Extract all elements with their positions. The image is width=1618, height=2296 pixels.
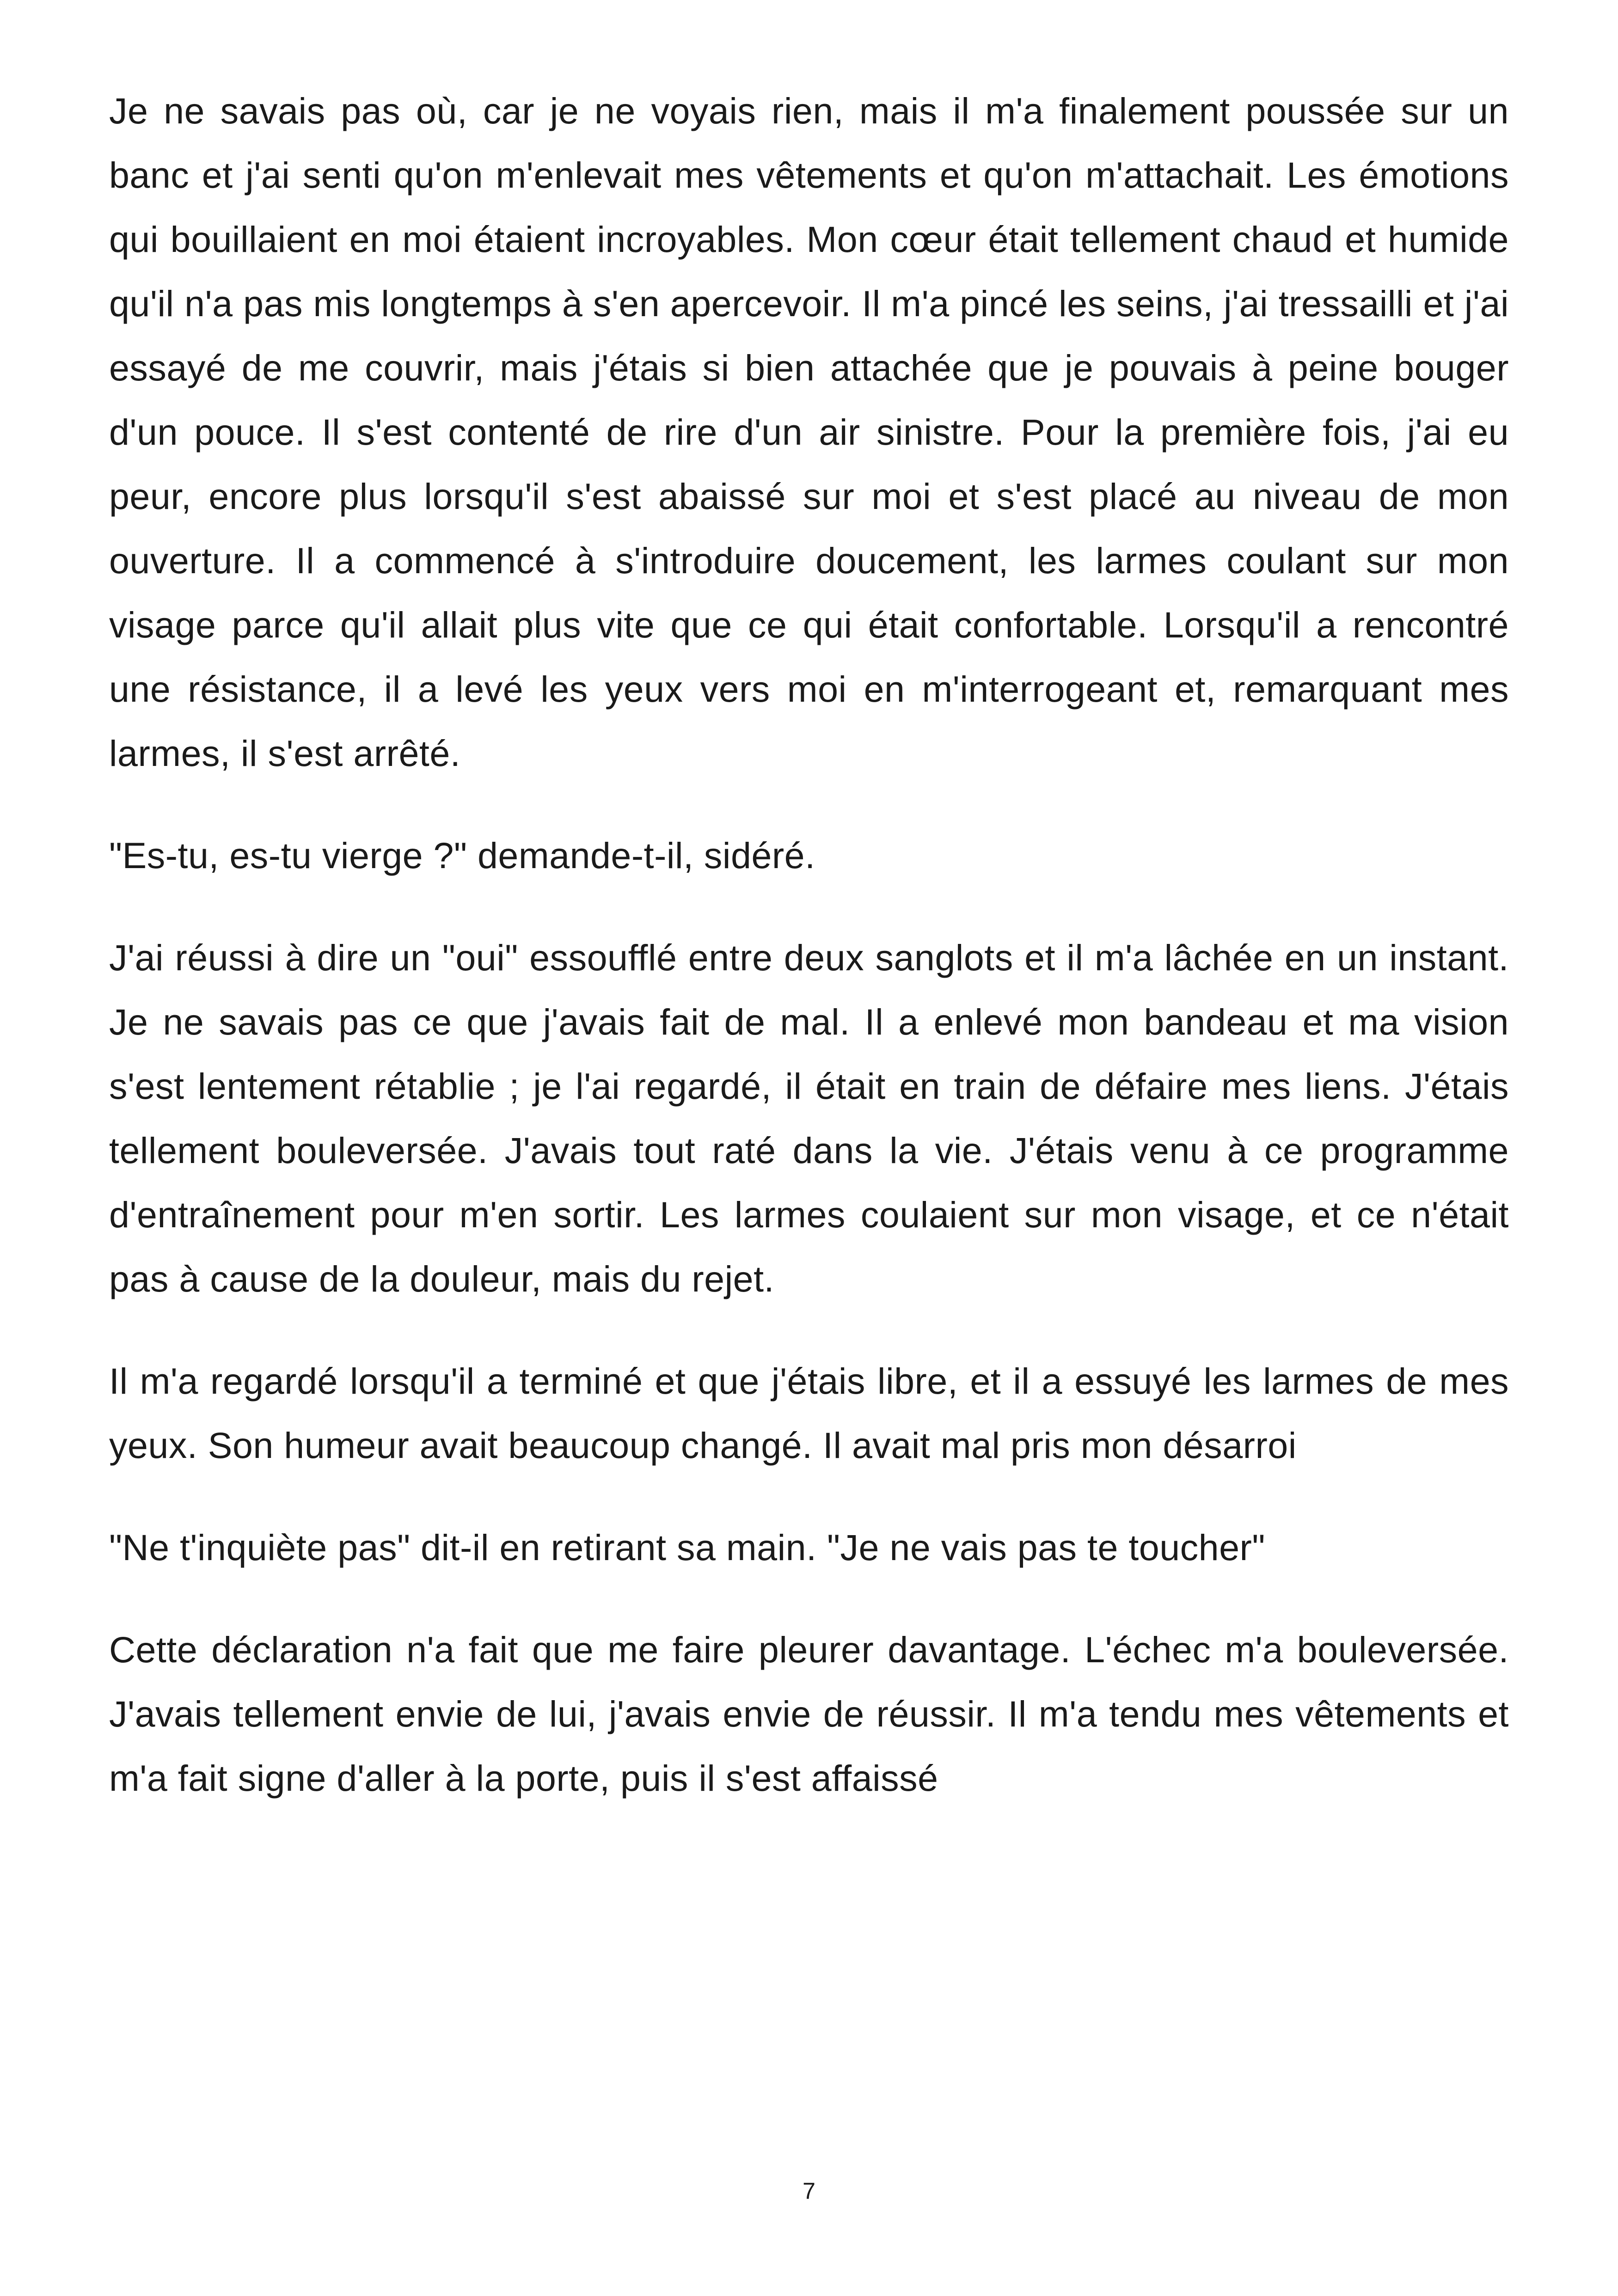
paragraph-6: Cette déclaration n'a fait que me faire pleurer davantage. L'échec m'a bouleversée. J'avais tellement envie de lui, j'avais envie de réussir. Il m'a tendu mes vêtements et m'a fait signe d'aller à la porte, puis il s'est affaissé (109, 1629, 1509, 1799)
paragraph-4: Il m'a regardé lorsqu'il a terminé et que j'étais libre, et il a essuyé les larmes de mes yeux. Son humeur avait beaucoup changé. Il avait mal pris mon désarroi (109, 1360, 1509, 1466)
page-body (109, 79, 1509, 1848)
paragraph-1: Je ne savais pas où, car je ne voyais rien, mais il m'a finalement poussée sur un banc et j'ai senti qu'on m'enlevait mes vêtements et qu'on m'attachait. Les émotions qui bouillaient en moi étaient incroyables. Mon cœur était tellement chaud et humide qu'il n'a pas mis longtemps à s'en apercevoir. Il m'a pincé les seins, j'ai tressailli et j'ai essayé de me couvrir, mais j'étais si bien attachée que je pouvais à peine bouger d'un pouce. Il s'est contenté de rire d'un air sinistre. Pour la première fois, j'ai eu peur, encore plus lorsqu'il s'est abaissé sur moi et s'est placé au niveau de mon ouverture. Il a commencé à s'introduire doucement, les larmes coulant sur mon visage parce qu'il allait plus vite que ce qui était confortable. Lorsqu'il a rencontré une résistance, il a levé les yeux vers moi en m'interrogeant et, remarquant mes larmes, il s'est arrêté. (109, 90, 1509, 774)
page-number: 7 (803, 2178, 815, 2204)
paragraph-3: J'ai réussi à dire un "oui" essoufflé entre deux sanglots et il m'a lâchée en un instant. Je ne savais pas ce que j'avais fait de mal. Il a enlevé mon bandeau et ma vision s'est lentement rétablie ; je l'ai regardé, il était en train de défaire mes liens. J'étais tellement bouleversée. J'avais tout raté dans la vie. J'étais venu à ce programme d'entraînement pour m'en sortir. Les larmes coulaient sur mon visage, et ce n'était pas à cause de la douleur, mais du rejet. (109, 937, 1509, 1299)
paragraph-5-dialogue: "Ne t'inquiète pas" dit-il en retirant sa main. "Je ne vais pas te toucher" (109, 1527, 1265, 1568)
paragraph-2-dialogue: "Es-tu, es-tu vierge ?" demande-t-il, sidéré. (109, 835, 815, 876)
